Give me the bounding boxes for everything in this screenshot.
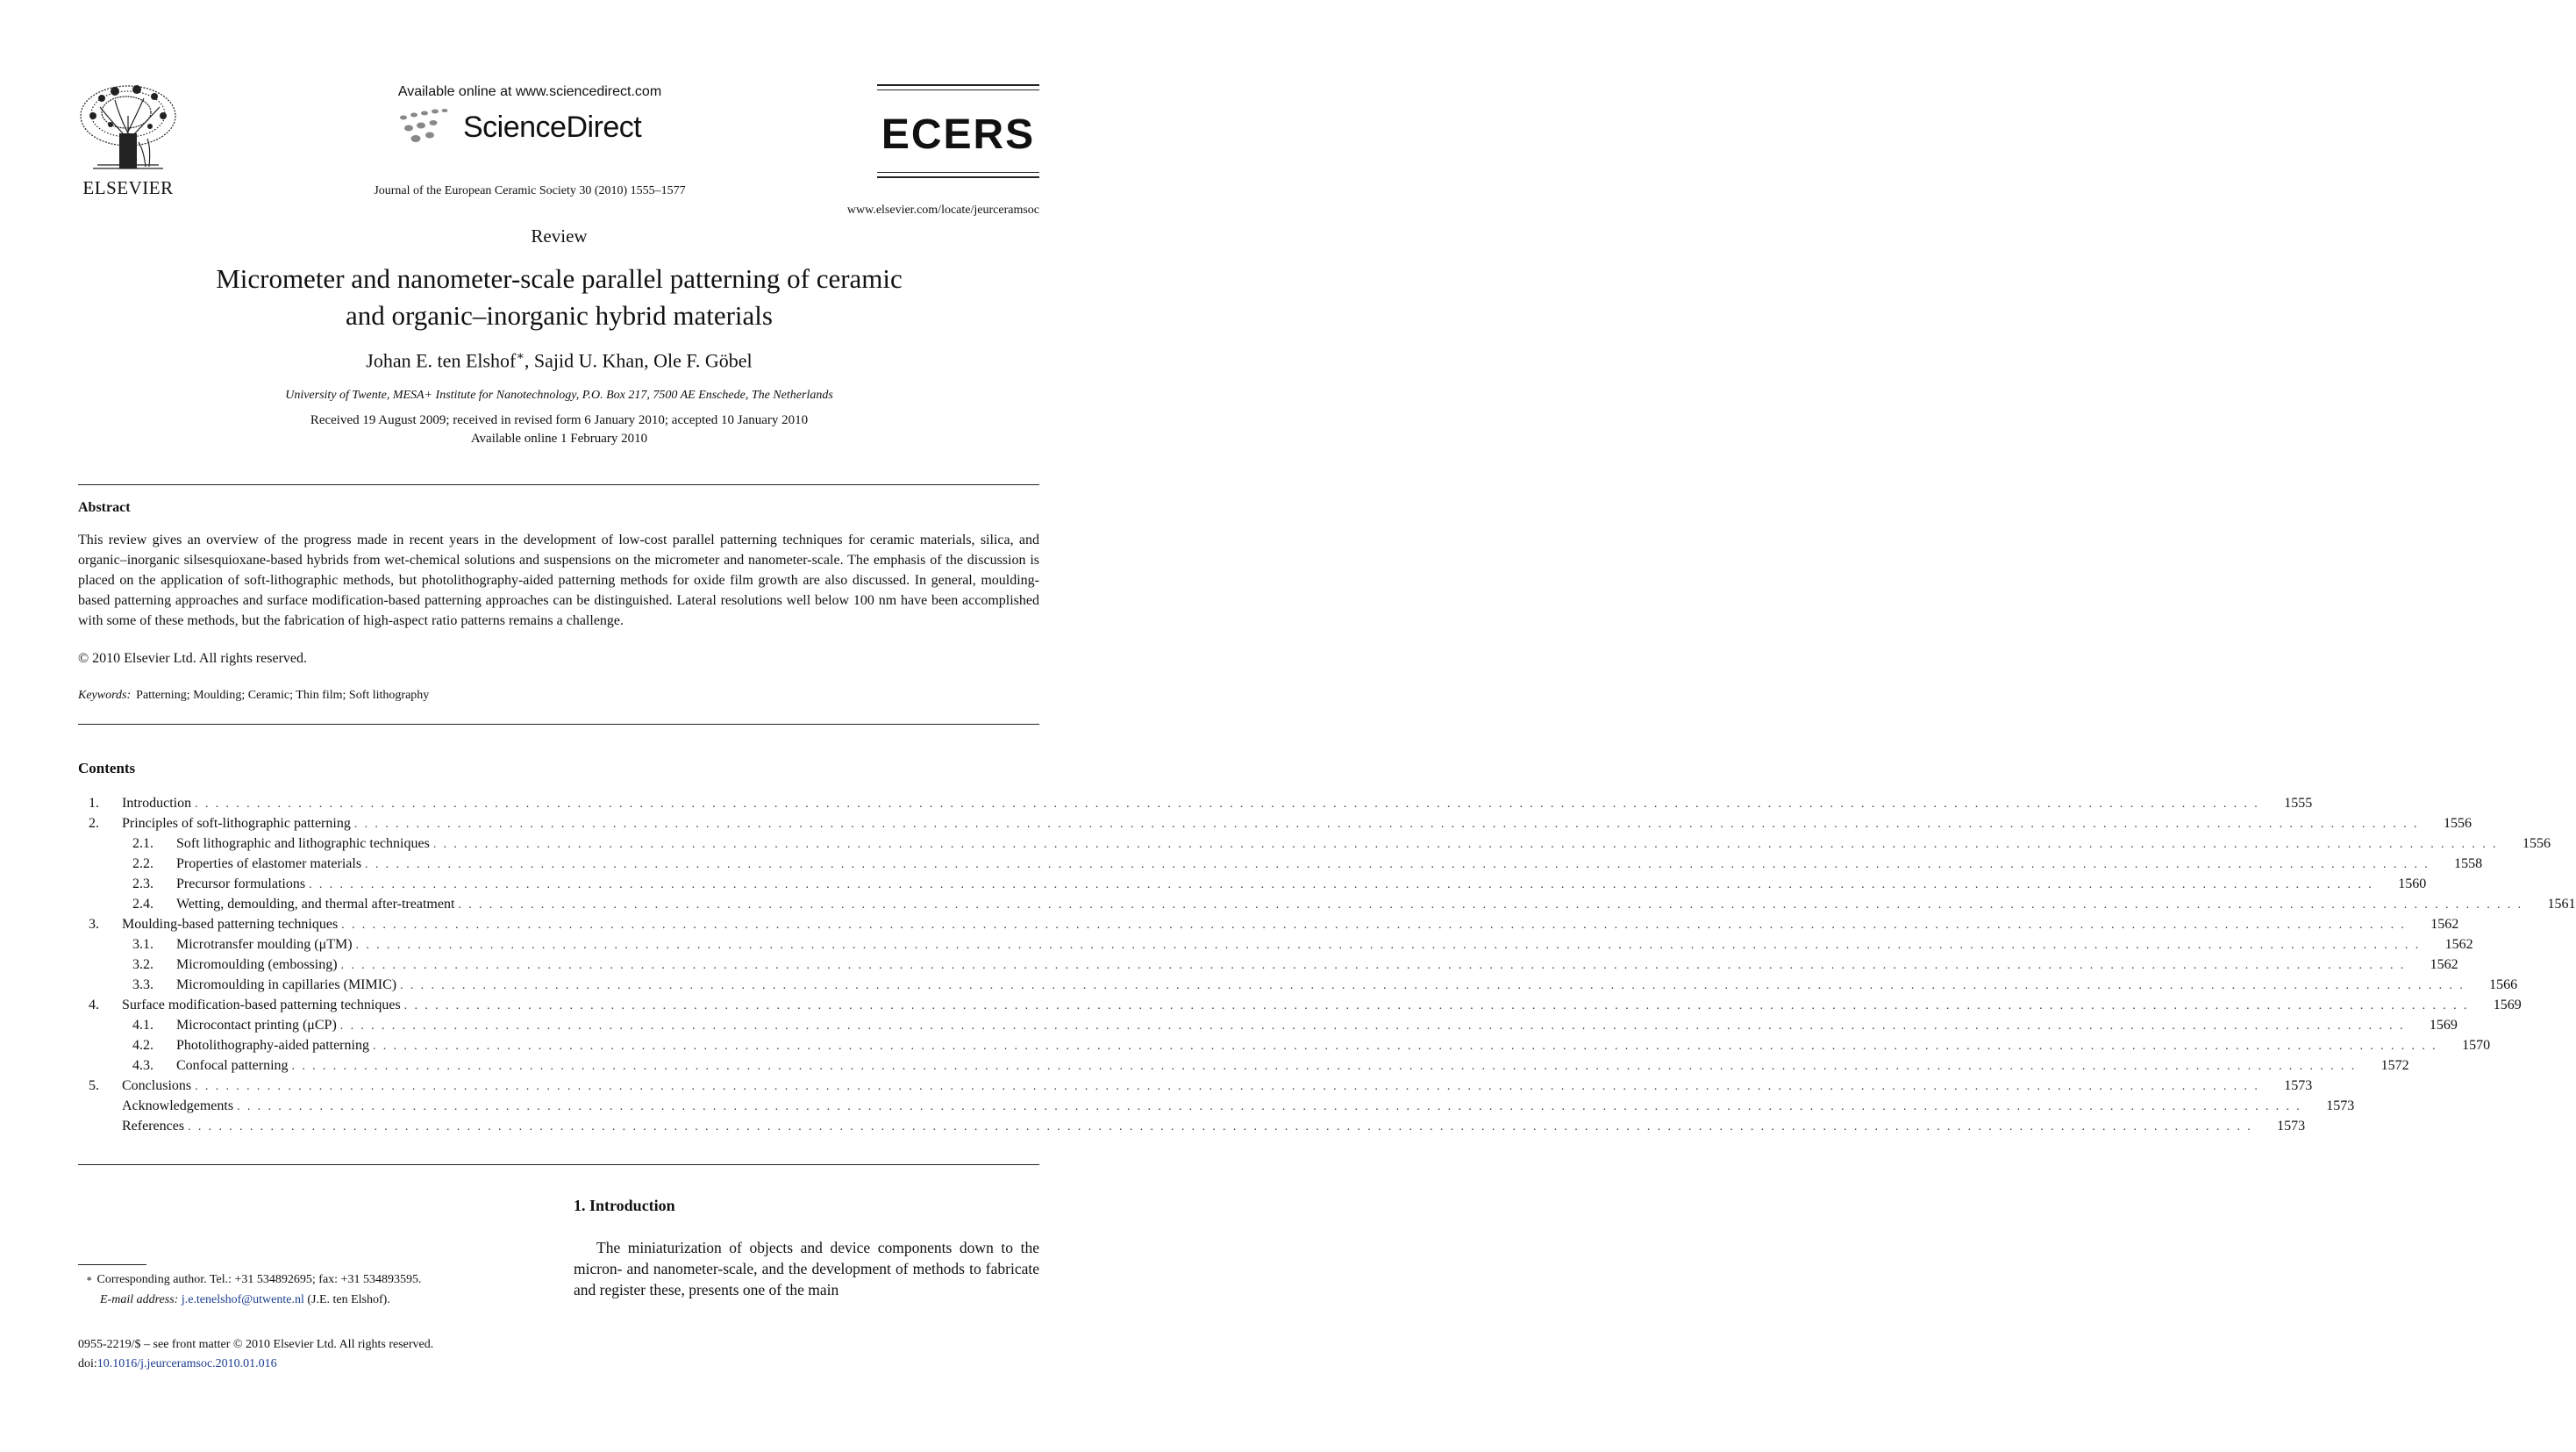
toc-number: 5.	[89, 1078, 99, 1093]
title-line-1: Micrometer and nanometer-scale parallel patterning of ceramic	[216, 263, 903, 294]
toc-page: 1562	[2430, 957, 2458, 972]
doi-link[interactable]: 10.1016/j.jeurceramsoc.2010.01.016	[96, 1357, 277, 1370]
table-of-contents	[78, 796, 2576, 1139]
footnote-mark: ∗	[86, 1274, 93, 1284]
toc-page: 1573	[2284, 1078, 2313, 1093]
toc-entry[interactable]	[78, 796, 2313, 816]
sciencedirect-wordmark: ScienceDirect	[463, 111, 642, 144]
toc-page: 1556	[2443, 816, 2472, 831]
toc-title: Micromoulding in capillaries (MIMIC)	[176, 977, 397, 992]
toc-number: 3.2.	[132, 957, 153, 972]
article-title	[105, 261, 1013, 334]
article-type: Review	[531, 225, 588, 247]
toc-page: 1558	[2454, 856, 2483, 871]
toc-number: 4.1.	[132, 1018, 153, 1033]
toc-number: 2.1.	[132, 836, 153, 851]
introduction-text: The miniaturization of objects and device components down to the micron- and nanometer-scale, and the development of methods to fabricate and register these, presents one of the main	[574, 1239, 1039, 1298]
toc-entry[interactable]	[78, 917, 2459, 937]
elsevier-tree-icon	[75, 81, 181, 175]
email-link[interactable]: j.e.tenelshof@utwente.nl	[181, 1293, 304, 1306]
toc-title: Precursor formulations	[176, 876, 306, 891]
toc-leader-dots: . . . . . . . . . . . . . . . . . . . . . . . . . . . . . . . . . . . . . . . . . . . . . . . . . . . . . . . . . . . . . . . . . . . . . . . . . . . . . . . . . . . . . . . . . . . . . . . . . . . . . . . . . . . . . . . . . . . . . . . . . . . . . . . . . . . . . . . . . . . . . . . . . . . . . . . . . . . . . . . . . . . . . . . . . . . . . . . . . . . . . . . . . . . . . . . . . . . . . . . .	[309, 878, 2374, 891]
toc-page: 1572	[2380, 1058, 2409, 1073]
elsevier-logo	[75, 81, 181, 197]
keywords-list: Patterning; Moulding; Ceramic; Thin film; Soft lithography	[136, 689, 430, 702]
toc-title: Microcontact printing (μCP)	[176, 1018, 337, 1033]
keywords	[78, 689, 429, 703]
toc-leader-dots: . . . . . . . . . . . . . . . . . . . . . . . . . . . . . . . . . . . . . . . . . . . . . . . . . . . . . . . . . . . . . . . . . . . . . . . . . . . . . . . . . . . . . . . . . . . . . . . . . . . . . . . . . . . . . . . . . . . . . . . . . . . . . . . . . . . . . . . . . . . . . . . . . . . . . . . . . . . . . . . . . . . . . . . . . . . . . . . . . . . . . . . . . . . . . . . . . . . . . . . .	[458, 898, 2523, 912]
doi	[78, 1357, 277, 1371]
toc-title: Conclusions	[122, 1078, 192, 1093]
toc-title: References	[122, 1119, 185, 1134]
abstract-text: This review gives an overview of the progress made in recent years in the development of low-cost parallel patterning techniques for ceramic materials, silica, and organic–inorganic silsesquioxane-based hybrids from wet-chemical solutions and suspensions on the micrometer and nanometer-scale. The emphasis of the discussion is placed on the application of soft-lithographic methods, but photolithography-aided patterning methods for oxide film growth are also discussed. In general, moulding-based patterning approaches and surface modification-based patterning approaches can be distinguished. Lateral resolutions well below 100 nm have been accomplished with some of these methods, but the fabrication of high-aspect ratio patterns remains a challenge.	[78, 533, 1039, 628]
abstract-copyright: © 2010 Elsevier Ltd. All rights reserved.	[78, 651, 307, 666]
available-online-date: Available online 1 February 2010	[470, 432, 648, 446]
toc-leader-dots: . . . . . . . . . . . . . . . . . . . . . . . . . . . . . . . . . . . . . . . . . . . . . . . . . . . . . . . . . . . . . . . . . . . . . . . . . . . . . . . . . . . . . . . . . . . . . . . . . . . . . . . . . . . . . . . . . . . . . . . . . . . . . . . . . . . . . . . . . . . . . . . . . . . . . . . . . . . . . . . . . . . . . . . . . . . . . . . . . . . . . . . . . . . . . . . . . . . . . . . .	[237, 1100, 2302, 1113]
elsevier-wordmark: ELSEVIER	[82, 177, 174, 198]
toc-page: 1570	[2462, 1038, 2491, 1053]
toc-entry[interactable]	[78, 998, 2522, 1018]
toc-leader-dots: . . . . . . . . . . . . . . . . . . . . . . . . . . . . . . . . . . . . . . . . . . . . . . . . . . . . . . . . . . . . . . . . . . . . . . . . . . . . . . . . . . . . . . . . . . . . . . . . . . . . . . . . . . . . . . . . . . . . . . . . . . . . . . . . . . . . . . . . . . . . . . . . . . . . . . . . . . . . . . . . . . . . . . . . . . . . . . . . . . . . . . . . . . . . . . . . . . . . . . . .	[432, 838, 2498, 851]
toc-title: Micromoulding (embossing)	[176, 957, 338, 972]
toc-entry[interactable]	[78, 1038, 2491, 1058]
toc-leader-dots: . . . . . . . . . . . . . . . . . . . . . . . . . . . . . . . . . . . . . . . . . . . . . . . . . . . . . . . . . . . . . . . . . . . . . . . . . . . . . . . . . . . . . . . . . . . . . . . . . . . . . . . . . . . . . . . . . . . . . . . . . . . . . . . . . . . . . . . . . . . . . . . . . . . . . . . . . . . . . . . . . . . . . . . . . . . . . . . . . . . . . . . . . . . . . . . . . . . . . . . .	[195, 798, 2260, 811]
toc-page: 1569	[2493, 998, 2522, 1012]
toc-number: 3.	[89, 917, 99, 932]
sciencedirect-dots-icon	[395, 107, 461, 151]
toc-page: 1566	[2489, 977, 2518, 992]
toc-number: 2.	[89, 816, 99, 831]
toc-leader-dots: . . . . . . . . . . . . . . . . . . . . . . . . . . . . . . . . . . . . . . . . . . . . . . . . . . . . . . . . . . . . . . . . . . . . . . . . . . . . . . . . . . . . . . . . . . . . . . . . . . . . . . . . . . . . . . . . . . . . . . . . . . . . . . . . . . . . . . . . . . . . . . . . . . . . . . . . . . . . . . . . . . . . . . . . . . . . . . . . . . . . . . . . . . . . . . . . . . . . . . . .	[341, 919, 2407, 932]
toc-page: 1555	[2284, 796, 2313, 811]
toc-page: 1573	[2326, 1098, 2355, 1113]
footnote-email	[100, 1293, 390, 1307]
affiliation: University of Twente, MESA+ Institute for Nanotechnology, P.O. Box 217, 7500 AE Enschede, The Netherlands	[285, 389, 833, 402]
footnote-rule	[78, 1264, 146, 1265]
divider-abstract	[78, 724, 1039, 725]
toc-number: 2.4.	[132, 897, 153, 912]
toc-entry[interactable]	[78, 856, 2483, 876]
toc-title: Photolithography-aided patterning	[176, 1038, 369, 1053]
email-owner: (J.E. ten Elshof).	[307, 1293, 390, 1306]
toc-leader-dots: . . . . . . . . . . . . . . . . . . . . . . . . . . . . . . . . . . . . . . . . . . . . . . . . . . . . . . . . . . . . . . . . . . . . . . . . . . . . . . . . . . . . . . . . . . . . . . . . . . . . . . . . . . . . . . . . . . . . . . . . . . . . . . . . . . . . . . . . . . . . . . . . . . . . . . . . . . . . . . . . . . . . . . . . . . . . . . . . . . . . . . . . . . . . . . . . . . . . . . . .	[400, 979, 2465, 992]
toc-entry[interactable]	[78, 1098, 2355, 1119]
toc-entry[interactable]	[78, 897, 2576, 917]
toc-leader-dots: . . . . . . . . . . . . . . . . . . . . . . . . . . . . . . . . . . . . . . . . . . . . . . . . . . . . . . . . . . . . . . . . . . . . . . . . . . . . . . . . . . . . . . . . . . . . . . . . . . . . . . . . . . . . . . . . . . . . . . . . . . . . . . . . . . . . . . . . . . . . . . . . . . . . . . . . . . . . . . . . . . . . . . . . . . . . . . . . . . . . . . . . . . . . . . . . . . . . . . . .	[340, 959, 2406, 972]
toc-leader-dots: . . . . . . . . . . . . . . . . . . . . . . . . . . . . . . . . . . . . . . . . . . . . . . . . . . . . . . . . . . . . . . . . . . . . . . . . . . . . . . . . . . . . . . . . . . . . . . . . . . . . . . . . . . . . . . . . . . . . . . . . . . . . . . . . . . . . . . . . . . . . . . . . . . . . . . . . . . . . . . . . . . . . . . . . . . . . . . . . . . . . . . . . . . . . . . . . . . . . . . . .	[403, 999, 2469, 1012]
toc-number: 2.3.	[132, 876, 153, 891]
ecers-wordmark: ECERS	[881, 111, 1036, 158]
toc-page: 1560	[2398, 876, 2427, 891]
toc-title: Surface modification-based patterning techniques	[122, 998, 401, 1012]
toc-leader-dots: . . . . . . . . . . . . . . . . . . . . . . . . . . . . . . . . . . . . . . . . . . . . . . . . . . . . . . . . . . . . . . . . . . . . . . . . . . . . . . . . . . . . . . . . . . . . . . . . . . . . . . . . . . . . . . . . . . . . . . . . . . . . . . . . . . . . . . . . . . . . . . . . . . . . . . . . . . . . . . . . . . . . . . . . . . . . . . . . . . . . . . . . . . . . . . . . . . . . . . . .	[339, 1019, 2405, 1033]
toc-page: 1556	[2522, 836, 2551, 851]
journal-citation: Journal of the European Ceramic Society 30 (2010) 1555–1577	[374, 184, 686, 197]
toc-entry[interactable]	[78, 1058, 2409, 1078]
toc-entry[interactable]	[78, 1078, 2313, 1098]
toc-title: Properties of elastomer materials	[176, 856, 362, 871]
author-list	[0, 349, 1118, 372]
toc-leader-dots: . . . . . . . . . . . . . . . . . . . . . . . . . . . . . . . . . . . . . . . . . . . . . . . . . . . . . . . . . . . . . . . . . . . . . . . . . . . . . . . . . . . . . . . . . . . . . . . . . . . . . . . . . . . . . . . . . . . . . . . . . . . . . . . . . . . . . . . . . . . . . . . . . . . . . . . . . . . . . . . . . . . . . . . . . . . . . . . . . . . . . . . . . . . . . . . . . . . . . . . .	[355, 939, 2421, 952]
toc-page: 1569	[2429, 1018, 2458, 1033]
toc-title: Principles of soft-lithographic patterning	[122, 816, 351, 831]
toc-leader-dots: . . . . . . . . . . . . . . . . . . . . . . . . . . . . . . . . . . . . . . . . . . . . . . . . . . . . . . . . . . . . . . . . . . . . . . . . . . . . . . . . . . . . . . . . . . . . . . . . . . . . . . . . . . . . . . . . . . . . . . . . . . . . . . . . . . . . . . . . . . . . . . . . . . . . . . . . . . . . . . . . . . . . . . . . . . . . . . . . . . . . . . . . . . . . . . . . . . . . . . . .	[365, 858, 2430, 871]
toc-number: 3.1.	[132, 937, 153, 952]
keywords-label: Keywords:	[78, 689, 132, 702]
toc-page: 1562	[2430, 917, 2459, 932]
footnote-corresponding-text: Corresponding author. Tel.: +31 534892695; fax: +31 534893595.	[96, 1273, 422, 1286]
toc-entry[interactable]	[78, 836, 2551, 856]
toc-number: 3.3.	[132, 977, 153, 992]
front-matter: 0955-2219/$ – see front matter © 2010 Elsevier Ltd. All rights reserved.	[78, 1338, 434, 1351]
toc-title: Introduction	[122, 796, 192, 811]
toc-number: 2.2.	[132, 856, 153, 871]
toc-leader-dots: . . . . . . . . . . . . . . . . . . . . . . . . . . . . . . . . . . . . . . . . . . . . . . . . . . . . . . . . . . . . . . . . . . . . . . . . . . . . . . . . . . . . . . . . . . . . . . . . . . . . . . . . . . . . . . . . . . . . . . . . . . . . . . . . . . . . . . . . . . . . . . . . . . . . . . . . . . . . . . . . . . . . . . . . . . . . . . . . . . . . . . . . . . . . . . . . . . . . . . . .	[372, 1040, 2438, 1053]
footnote-corresponding	[86, 1273, 421, 1287]
toc-title: Wetting, demoulding, and thermal after-treatment	[176, 897, 455, 912]
abstract-heading: Abstract	[78, 500, 131, 515]
author-primary: Johan E. ten Elshof	[366, 349, 517, 372]
email-label: E-mail address:	[100, 1293, 179, 1306]
divider-contents	[78, 1164, 1039, 1165]
toc-entry[interactable]	[78, 1018, 2458, 1038]
toc-entry[interactable]	[78, 1119, 2306, 1139]
available-online-text: Available online at www.sciencedirect.com	[397, 84, 662, 99]
ecers-logo	[877, 84, 1039, 182]
toc-number: 4.2.	[132, 1038, 153, 1053]
toc-number: 4.	[89, 998, 99, 1012]
sciencedirect-logo	[395, 107, 667, 151]
toc-entry[interactable]	[78, 977, 2518, 998]
journal-url[interactable]: www.elsevier.com/locate/jeurceramsoc	[846, 204, 1039, 217]
toc-title: Microtransfer moulding (μTM)	[176, 937, 353, 952]
toc-entry[interactable]	[78, 937, 2473, 957]
toc-page: 1562	[2444, 937, 2473, 952]
toc-number: 1.	[89, 796, 99, 811]
toc-title: Confocal patterning	[176, 1058, 289, 1073]
toc-page: 1561	[2547, 897, 2576, 912]
toc-page: 1573	[2277, 1119, 2306, 1134]
toc-leader-dots: . . . . . . . . . . . . . . . . . . . . . . . . . . . . . . . . . . . . . . . . . . . . . . . . . . . . . . . . . . . . . . . . . . . . . . . . . . . . . . . . . . . . . . . . . . . . . . . . . . . . . . . . . . . . . . . . . . . . . . . . . . . . . . . . . . . . . . . . . . . . . . . . . . . . . . . . . . . . . . . . . . . . . . . . . . . . . . . . . . . . . . . . . . . . . . . . . . . . . . . .	[195, 1080, 2260, 1093]
contents-heading: Contents	[78, 760, 136, 776]
toc-leader-dots: . . . . . . . . . . . . . . . . . . . . . . . . . . . . . . . . . . . . . . . . . . . . . . . . . . . . . . . . . . . . . . . . . . . . . . . . . . . . . . . . . . . . . . . . . . . . . . . . . . . . . . . . . . . . . . . . . . . . . . . . . . . . . . . . . . . . . . . . . . . . . . . . . . . . . . . . . . . . . . . . . . . . . . . . . . . . . . . . . . . . . . . . . . . . . . . . . . . . . . . .	[188, 1120, 2253, 1134]
toc-entry[interactable]	[78, 876, 2427, 897]
divider-top	[78, 484, 1039, 485]
title-line-2: and organic–inorganic hybrid materials	[346, 300, 773, 331]
toc-entry[interactable]	[78, 957, 2458, 977]
toc-entry[interactable]	[78, 816, 2472, 836]
toc-leader-dots: . . . . . . . . . . . . . . . . . . . . . . . . . . . . . . . . . . . . . . . . . . . . . . . . . . . . . . . . . . . . . . . . . . . . . . . . . . . . . . . . . . . . . . . . . . . . . . . . . . . . . . . . . . . . . . . . . . . . . . . . . . . . . . . . . . . . . . . . . . . . . . . . . . . . . . . . . . . . . . . . . . . . . . . . . . . . . . . . . . . . . . . . . . . . . . . . . . . . . . . .	[353, 818, 2419, 831]
toc-number: 4.3.	[132, 1058, 153, 1073]
toc-title: Acknowledgements	[122, 1098, 234, 1113]
doi-label: doi:	[78, 1357, 97, 1370]
section-heading-introduction: 1. Introduction	[574, 1197, 675, 1214]
toc-title: Moulding-based patterning techniques	[122, 917, 339, 932]
author-others: , Sajid U. Khan, Ole F. Göbel	[524, 349, 753, 372]
received-dates: Received 19 August 2009; received in revised form 6 January 2010; accepted 10 January 2010	[310, 413, 809, 427]
toc-title: Soft lithographic and lithographic techniques	[176, 836, 430, 851]
corresponding-author-mark[interactable]: ∗	[516, 350, 524, 363]
toc-leader-dots: . . . . . . . . . . . . . . . . . . . . . . . . . . . . . . . . . . . . . . . . . . . . . . . . . . . . . . . . . . . . . . . . . . . . . . . . . . . . . . . . . . . . . . . . . . . . . . . . . . . . . . . . . . . . . . . . . . . . . . . . . . . . . . . . . . . . . . . . . . . . . . . . . . . . . . . . . . . . . . . . . . . . . . . . . . . . . . . . . . . . . . . . . . . . . . . . . . . . . . . .	[291, 1060, 2357, 1073]
